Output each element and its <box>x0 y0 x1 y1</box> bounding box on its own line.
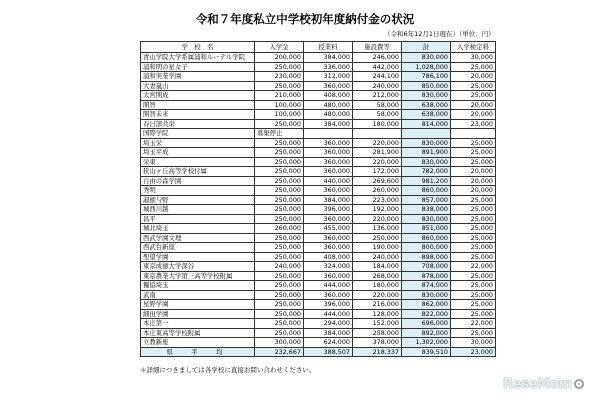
total-cell: 1,302,000 <box>402 338 451 348</box>
facility-fee-cell: 180,000 <box>353 119 402 129</box>
total-cell: 874,000 <box>402 281 451 291</box>
facility-fee-cell: 240,000 <box>353 81 402 91</box>
facility-fee-cell: 281,900 <box>353 148 402 158</box>
facility-fee-cell: 220,000 <box>353 157 402 167</box>
prefecture-average-row <box>141 347 496 357</box>
school-name-cell: 西武台新座 <box>141 243 255 253</box>
total-cell: 638,000 <box>402 110 451 120</box>
table-row <box>141 224 496 234</box>
table-row <box>141 338 496 348</box>
exam-fee-cell: 25,000 <box>451 290 496 300</box>
facility-fee-cell: 269,600 <box>353 176 402 186</box>
admission-fee-cell: 300,000 <box>255 338 304 348</box>
tuition-cell: 396,000 <box>304 300 353 310</box>
exam-fee-cell: 30,000 <box>451 53 496 63</box>
empty-cell <box>402 129 451 139</box>
admission-fee-cell: 100,000 <box>255 110 304 120</box>
school-name-cell: 開智 <box>141 100 255 110</box>
table-row <box>141 110 496 120</box>
total-cell: 860,000 <box>402 233 451 243</box>
average-total-cell: 839,510 <box>402 347 451 357</box>
table-row <box>141 81 496 91</box>
exam-fee-cell: 20,000 <box>451 72 496 82</box>
empty-cell <box>304 129 353 139</box>
table-row <box>141 100 496 110</box>
admission-fee-cell: 250,000 <box>255 271 304 281</box>
admission-fee-cell: 250,000 <box>255 157 304 167</box>
school-name-cell: 城北埼玉 <box>141 224 255 234</box>
admission-fee-cell: 250,000 <box>255 300 304 310</box>
school-name-cell: 国際学院 <box>141 129 255 139</box>
admission-fee-cell: 230,000 <box>255 72 304 82</box>
admission-fee-cell: 250,000 <box>255 328 304 338</box>
total-cell: 830,000 <box>402 138 451 148</box>
table-row <box>141 290 496 300</box>
facility-fee-cell: 260,000 <box>353 186 402 196</box>
school-name-cell: 栄東 <box>141 157 255 167</box>
total-cell: 638,000 <box>402 100 451 110</box>
tuition-cell: 360,000 <box>304 233 353 243</box>
facility-fee-cell: 244,100 <box>353 72 402 82</box>
tuition-cell: 408,000 <box>304 252 353 262</box>
total-cell: 708,000 <box>402 262 451 272</box>
exam-fee-cell: 25,000 <box>451 300 496 310</box>
fee-table <box>140 41 496 357</box>
header-tuition: 授業料 <box>304 42 353 53</box>
total-cell: 696,000 <box>402 319 451 329</box>
table-row <box>141 262 496 272</box>
facility-fee-cell: 184,000 <box>353 262 402 272</box>
average-facility-cell: 218,337 <box>353 347 402 357</box>
facility-fee-cell: 192,000 <box>353 205 402 215</box>
table-body <box>141 53 496 357</box>
exam-fee-cell: 25,000 <box>451 252 496 262</box>
facility-fee-cell: 246,000 <box>353 53 402 63</box>
admission-fee-cell: 250,000 <box>255 148 304 158</box>
total-cell: 860,000 <box>402 186 451 196</box>
empty-cell <box>451 129 496 139</box>
table-row <box>141 53 496 63</box>
admission-fee-cell: 250,000 <box>255 205 304 215</box>
empty-cell <box>353 129 402 139</box>
exam-fee-cell: 25,000 <box>451 214 496 224</box>
admission-fee-cell: 250,000 <box>255 252 304 262</box>
facility-fee-cell: 442,000 <box>353 62 402 72</box>
table-row <box>141 328 496 338</box>
school-name-cell: 本庄第一 <box>141 319 255 329</box>
exam-fee-cell: 30,000 <box>451 338 496 348</box>
tuition-cell: 408,000 <box>304 91 353 101</box>
school-name-cell: 本庄東高等学校附属 <box>141 328 255 338</box>
table-row <box>141 72 496 82</box>
table-row <box>141 129 496 139</box>
total-cell: 1,028,000 <box>402 62 451 72</box>
school-name-cell: 狭山ヶ丘高等学校付属 <box>141 167 255 177</box>
facility-fee-cell: 172,000 <box>353 167 402 177</box>
facility-fee-cell: 216,000 <box>353 300 402 310</box>
school-name-cell: 東京農業大学第三高等学校附属 <box>141 271 255 281</box>
facility-fee-cell: 58,000 <box>353 100 402 110</box>
facility-fee-cell: 128,000 <box>353 309 402 319</box>
school-name-cell: 武南 <box>141 290 255 300</box>
exam-fee-cell: 22,000 <box>451 262 496 272</box>
exam-fee-cell: 22,000 <box>451 319 496 329</box>
table-row <box>141 119 496 129</box>
school-name-cell: 浦和明の星女子 <box>141 62 255 72</box>
total-cell: 878,000 <box>402 271 451 281</box>
tuition-cell: 360,000 <box>304 138 353 148</box>
total-cell: 898,000 <box>402 252 451 262</box>
admission-fee-cell: 250,000 <box>255 243 304 253</box>
school-name-cell: 細田学園 <box>141 309 255 319</box>
school-name-cell: 東京成徳大学深谷 <box>141 262 255 272</box>
table-row <box>141 271 496 281</box>
admission-fee-cell: 240,000 <box>255 262 304 272</box>
tuition-cell: 360,000 <box>304 271 353 281</box>
total-cell: 851,000 <box>402 224 451 234</box>
total-cell: 782,000 <box>402 167 451 177</box>
school-name-cell: 西武学園文理 <box>141 233 255 243</box>
total-cell: 862,000 <box>402 300 451 310</box>
total-cell: 814,000 <box>402 119 451 129</box>
school-name-cell: 秀明 <box>141 186 255 196</box>
school-name-cell: 開智未来 <box>141 110 255 120</box>
table-header-row <box>141 42 496 53</box>
exam-fee-cell: 25,000 <box>451 328 496 338</box>
exam-fee-cell: 20,000 <box>451 110 496 120</box>
table-row <box>141 243 496 253</box>
school-name-cell: 星野学園 <box>141 300 255 310</box>
document-title: 令和７年度私立中学校初年度納付金の状況 <box>195 12 415 26</box>
tuition-cell: 396,000 <box>304 205 353 215</box>
tuition-cell: 384,000 <box>304 53 353 63</box>
header-school-name: 学 校 名 <box>141 42 255 53</box>
admission-fee-cell: 250,000 <box>255 138 304 148</box>
exam-fee-cell: 20,000 <box>451 176 496 186</box>
tuition-cell: 360,000 <box>304 290 353 300</box>
tuition-cell: 384,000 <box>304 328 353 338</box>
school-name-cell: 聖望学園 <box>141 252 255 262</box>
tuition-cell: 360,000 <box>304 214 353 224</box>
total-cell: 830,000 <box>402 214 451 224</box>
average-label-cell: 県 平 均 <box>141 347 255 357</box>
table-row <box>141 157 496 167</box>
table-row <box>141 205 496 215</box>
facility-fee-cell: 258,000 <box>353 328 402 338</box>
school-name-cell: 城西川越 <box>141 205 255 215</box>
header-total: 計 <box>402 42 451 53</box>
table-row <box>141 138 496 148</box>
tuition-cell: 444,000 <box>304 281 353 291</box>
total-cell: 822,000 <box>402 309 451 319</box>
facility-fee-cell: 212,000 <box>353 91 402 101</box>
table-row <box>141 252 496 262</box>
exam-fee-cell: 23,000 <box>451 119 496 129</box>
admission-fee-cell: 250,000 <box>255 233 304 243</box>
tuition-cell: 360,000 <box>304 148 353 158</box>
table-row <box>141 214 496 224</box>
average-admission-cell: 232,667 <box>255 347 304 357</box>
tuition-cell: 360,000 <box>304 157 353 167</box>
admission-fee-cell: 260,000 <box>255 224 304 234</box>
total-cell: 830,000 <box>402 157 451 167</box>
tuition-cell: 624,000 <box>304 338 353 348</box>
tuition-cell: 336,000 <box>304 62 353 72</box>
total-cell: 850,000 <box>402 81 451 91</box>
tuition-cell: 384,000 <box>304 119 353 129</box>
total-cell: 891,900 <box>402 148 451 158</box>
total-cell: 892,000 <box>402 328 451 338</box>
admission-fee-cell: 250,000 <box>255 290 304 300</box>
facility-fee-cell: 190,000 <box>353 243 402 253</box>
facility-fee-cell: 378,000 <box>353 338 402 348</box>
logo-mark-icon <box>574 379 584 389</box>
exam-fee-cell: 20,000 <box>451 186 496 196</box>
school-name-cell: 浦和実業学園 <box>141 72 255 82</box>
admission-fee-cell: 210,000 <box>255 91 304 101</box>
facility-fee-cell: 136,000 <box>353 224 402 234</box>
exam-fee-cell: 25,000 <box>451 81 496 91</box>
exam-fee-cell: 25,000 <box>451 157 496 167</box>
table-row <box>141 319 496 329</box>
admission-fee-cell: 250,000 <box>255 81 304 91</box>
school-name-cell: 立教新座 <box>141 338 255 348</box>
school-name-cell: 大妻嵐山 <box>141 81 255 91</box>
admission-fee-cell: 250,000 <box>255 167 304 177</box>
tuition-cell: 360,000 <box>304 81 353 91</box>
admission-fee-cell: 250,000 <box>255 319 304 329</box>
facility-fee-cell: 152,000 <box>353 319 402 329</box>
total-cell: 830,000 <box>402 91 451 101</box>
exam-fee-cell: 25,000 <box>451 62 496 72</box>
table-row <box>141 233 496 243</box>
facility-fee-cell: 250,000 <box>353 233 402 243</box>
total-cell: 830,000 <box>402 290 451 300</box>
facility-fee-cell: 220,000 <box>353 290 402 300</box>
total-cell: 857,000 <box>402 195 451 205</box>
tuition-cell: 480,000 <box>304 100 353 110</box>
recruitment-status-note: 募集停止 <box>255 129 304 139</box>
admission-fee-cell: 200,000 <box>255 53 304 63</box>
average-tuition-cell: 388,507 <box>304 347 353 357</box>
tuition-cell: 360,000 <box>304 186 353 196</box>
table-row <box>141 62 496 72</box>
exam-fee-cell: 20,000 <box>451 100 496 110</box>
exam-fee-cell: 25,000 <box>451 148 496 158</box>
table-row <box>141 309 496 319</box>
exam-fee-cell: 25,000 <box>451 309 496 319</box>
school-name-cell: 青山学院大学系属浦和ルーテル学院 <box>141 53 255 63</box>
facility-fee-cell: 58,000 <box>353 110 402 120</box>
exam-fee-cell: 25,000 <box>451 281 496 291</box>
tuition-cell: 360,000 <box>304 243 353 253</box>
facility-fee-cell: 220,000 <box>353 138 402 148</box>
admission-fee-cell: 250,000 <box>255 195 304 205</box>
facility-fee-cell: 223,000 <box>353 195 402 205</box>
school-name-cell: 大宮開成 <box>141 91 255 101</box>
admission-fee-cell: 250,000 <box>255 214 304 224</box>
total-cell: 786,100 <box>402 72 451 82</box>
admission-fee-cell: 250,000 <box>255 309 304 319</box>
logo-text: ReseMom <box>503 376 572 392</box>
tuition-cell: 360,000 <box>304 167 353 177</box>
exam-fee-cell: 25,000 <box>451 138 496 148</box>
tuition-cell: 312,000 <box>304 72 353 82</box>
tuition-cell: 455,000 <box>304 224 353 234</box>
as-of-date-note: （令和6年12月1日現在）（単位：円） <box>384 30 495 38</box>
table-row <box>141 167 496 177</box>
average-exam-fee-cell: 23,000 <box>451 347 496 357</box>
facility-fee-cell: 180,000 <box>353 281 402 291</box>
table-row <box>141 195 496 205</box>
admission-fee-cell: 250,000 <box>255 119 304 129</box>
tuition-cell: 294,000 <box>304 319 353 329</box>
total-cell: 830,000 <box>402 53 451 63</box>
exam-fee-cell: 25,000 <box>451 205 496 215</box>
admission-fee-cell: 250,000 <box>255 281 304 291</box>
admission-fee-cell: 250,000 <box>255 62 304 72</box>
school-name-cell: 昌平 <box>141 214 255 224</box>
table-row <box>141 91 496 101</box>
tuition-cell: 480,000 <box>304 110 353 120</box>
exam-fee-cell: 25,000 <box>451 195 496 205</box>
total-cell: 800,000 <box>402 243 451 253</box>
exam-fee-cell: 25,000 <box>451 271 496 281</box>
table-row <box>141 300 496 310</box>
total-cell: 838,000 <box>402 205 451 215</box>
facility-fee-cell: 220,000 <box>353 214 402 224</box>
admission-fee-cell: 250,000 <box>255 176 304 186</box>
school-name-cell: 春日部共栄 <box>141 119 255 129</box>
tuition-cell: 444,000 <box>304 309 353 319</box>
table-row <box>141 281 496 291</box>
header-exam-fee: 入学検定料 <box>451 42 496 53</box>
header-facility-fee: 施設費等 <box>353 42 402 53</box>
school-name-cell: 自由の森学園 <box>141 176 255 186</box>
school-name-cell: 埼玉平成 <box>141 148 255 158</box>
tuition-cell: 324,000 <box>304 262 353 272</box>
tuition-cell: 384,000 <box>304 195 353 205</box>
facility-fee-cell: 268,000 <box>353 271 402 281</box>
total-cell: 981,200 <box>402 176 451 186</box>
tuition-cell: 440,000 <box>304 176 353 186</box>
exam-fee-cell: 25,000 <box>451 243 496 253</box>
school-name-cell: 埼玉栄 <box>141 138 255 148</box>
table-row <box>141 176 496 186</box>
footnote: ＊詳細につきましては各学校に直接お問い合わせください。 <box>140 366 316 374</box>
table-row <box>141 148 496 158</box>
facility-fee-cell: 240,000 <box>353 252 402 262</box>
exam-fee-cell: 25,000 <box>451 233 496 243</box>
school-name-cell: 獨協埼玉 <box>141 281 255 291</box>
exam-fee-cell: 25,000 <box>451 91 496 101</box>
admission-fee-cell: 250,000 <box>255 186 304 196</box>
school-name-cell: 淑徳与野 <box>141 195 255 205</box>
exam-fee-cell: 20,000 <box>451 167 496 177</box>
resemom-logo <box>503 374 584 394</box>
admission-fee-cell: 100,000 <box>255 100 304 110</box>
exam-fee-cell: 25,000 <box>451 224 496 234</box>
table-row <box>141 186 496 196</box>
header-admission-fee: 入学金 <box>255 42 304 53</box>
